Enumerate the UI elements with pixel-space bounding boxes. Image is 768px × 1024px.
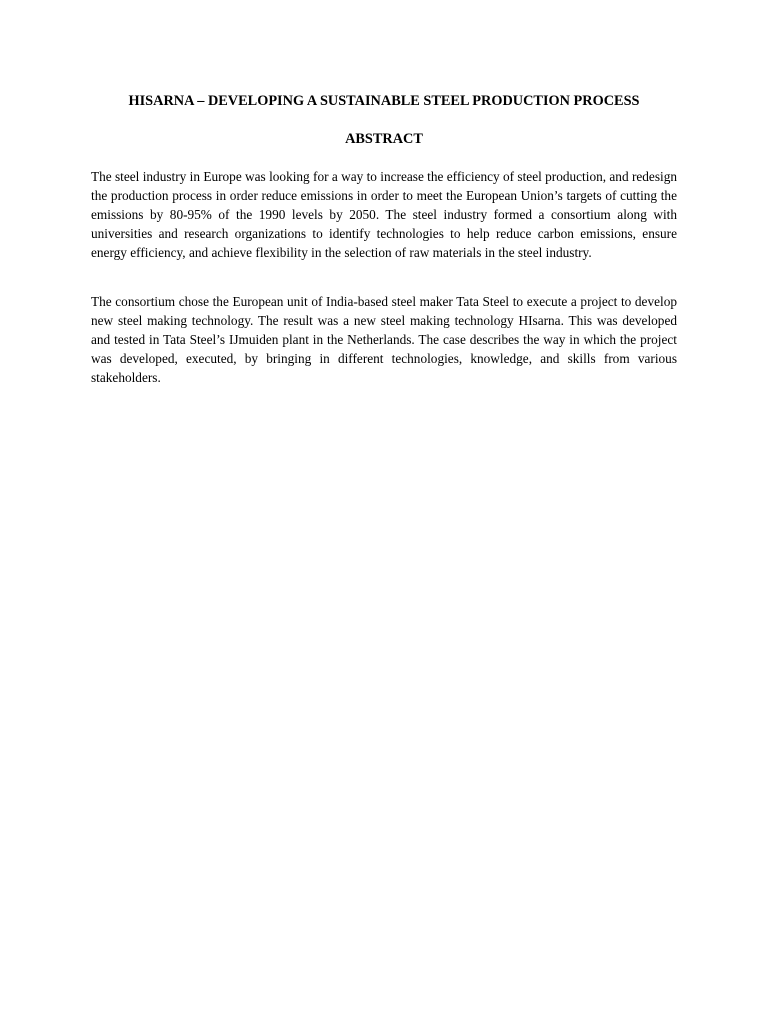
abstract-heading: ABSTRACT	[345, 131, 423, 147]
document-title: HISARNA – DEVELOPING A SUSTAINABLE STEEL PRODUCTION PROCESS	[128, 93, 640, 109]
abstract-paragraph-2: The consortium chose the European unit of India-based steel maker Tata Steel to execute a project to develop new steel making technology. The result was a new steel making technology HIsarna. This was developed and tested in Tata Steel’s IJmuiden plant in the Netherlands. The case describes the way in which the project was developed, executed, by bringing in different technologies, knowledge, and skills from various stakeholders.	[91, 294, 677, 385]
abstract-paragraph-1: The steel industry in Europe was looking for a way to increase the efficiency of steel production, and redesign the production process in order reduce emissions in order to meet the European Union’s targets of cutting the emissions by 80-95% of the 1990 levels by 2050. The steel industry formed a consortium along with universities and research organizations to identify technologies to help reduce carbon emissions, ensure energy efficiency, and achieve flexibility in the selection of raw materials in the steel industry.	[91, 169, 677, 260]
